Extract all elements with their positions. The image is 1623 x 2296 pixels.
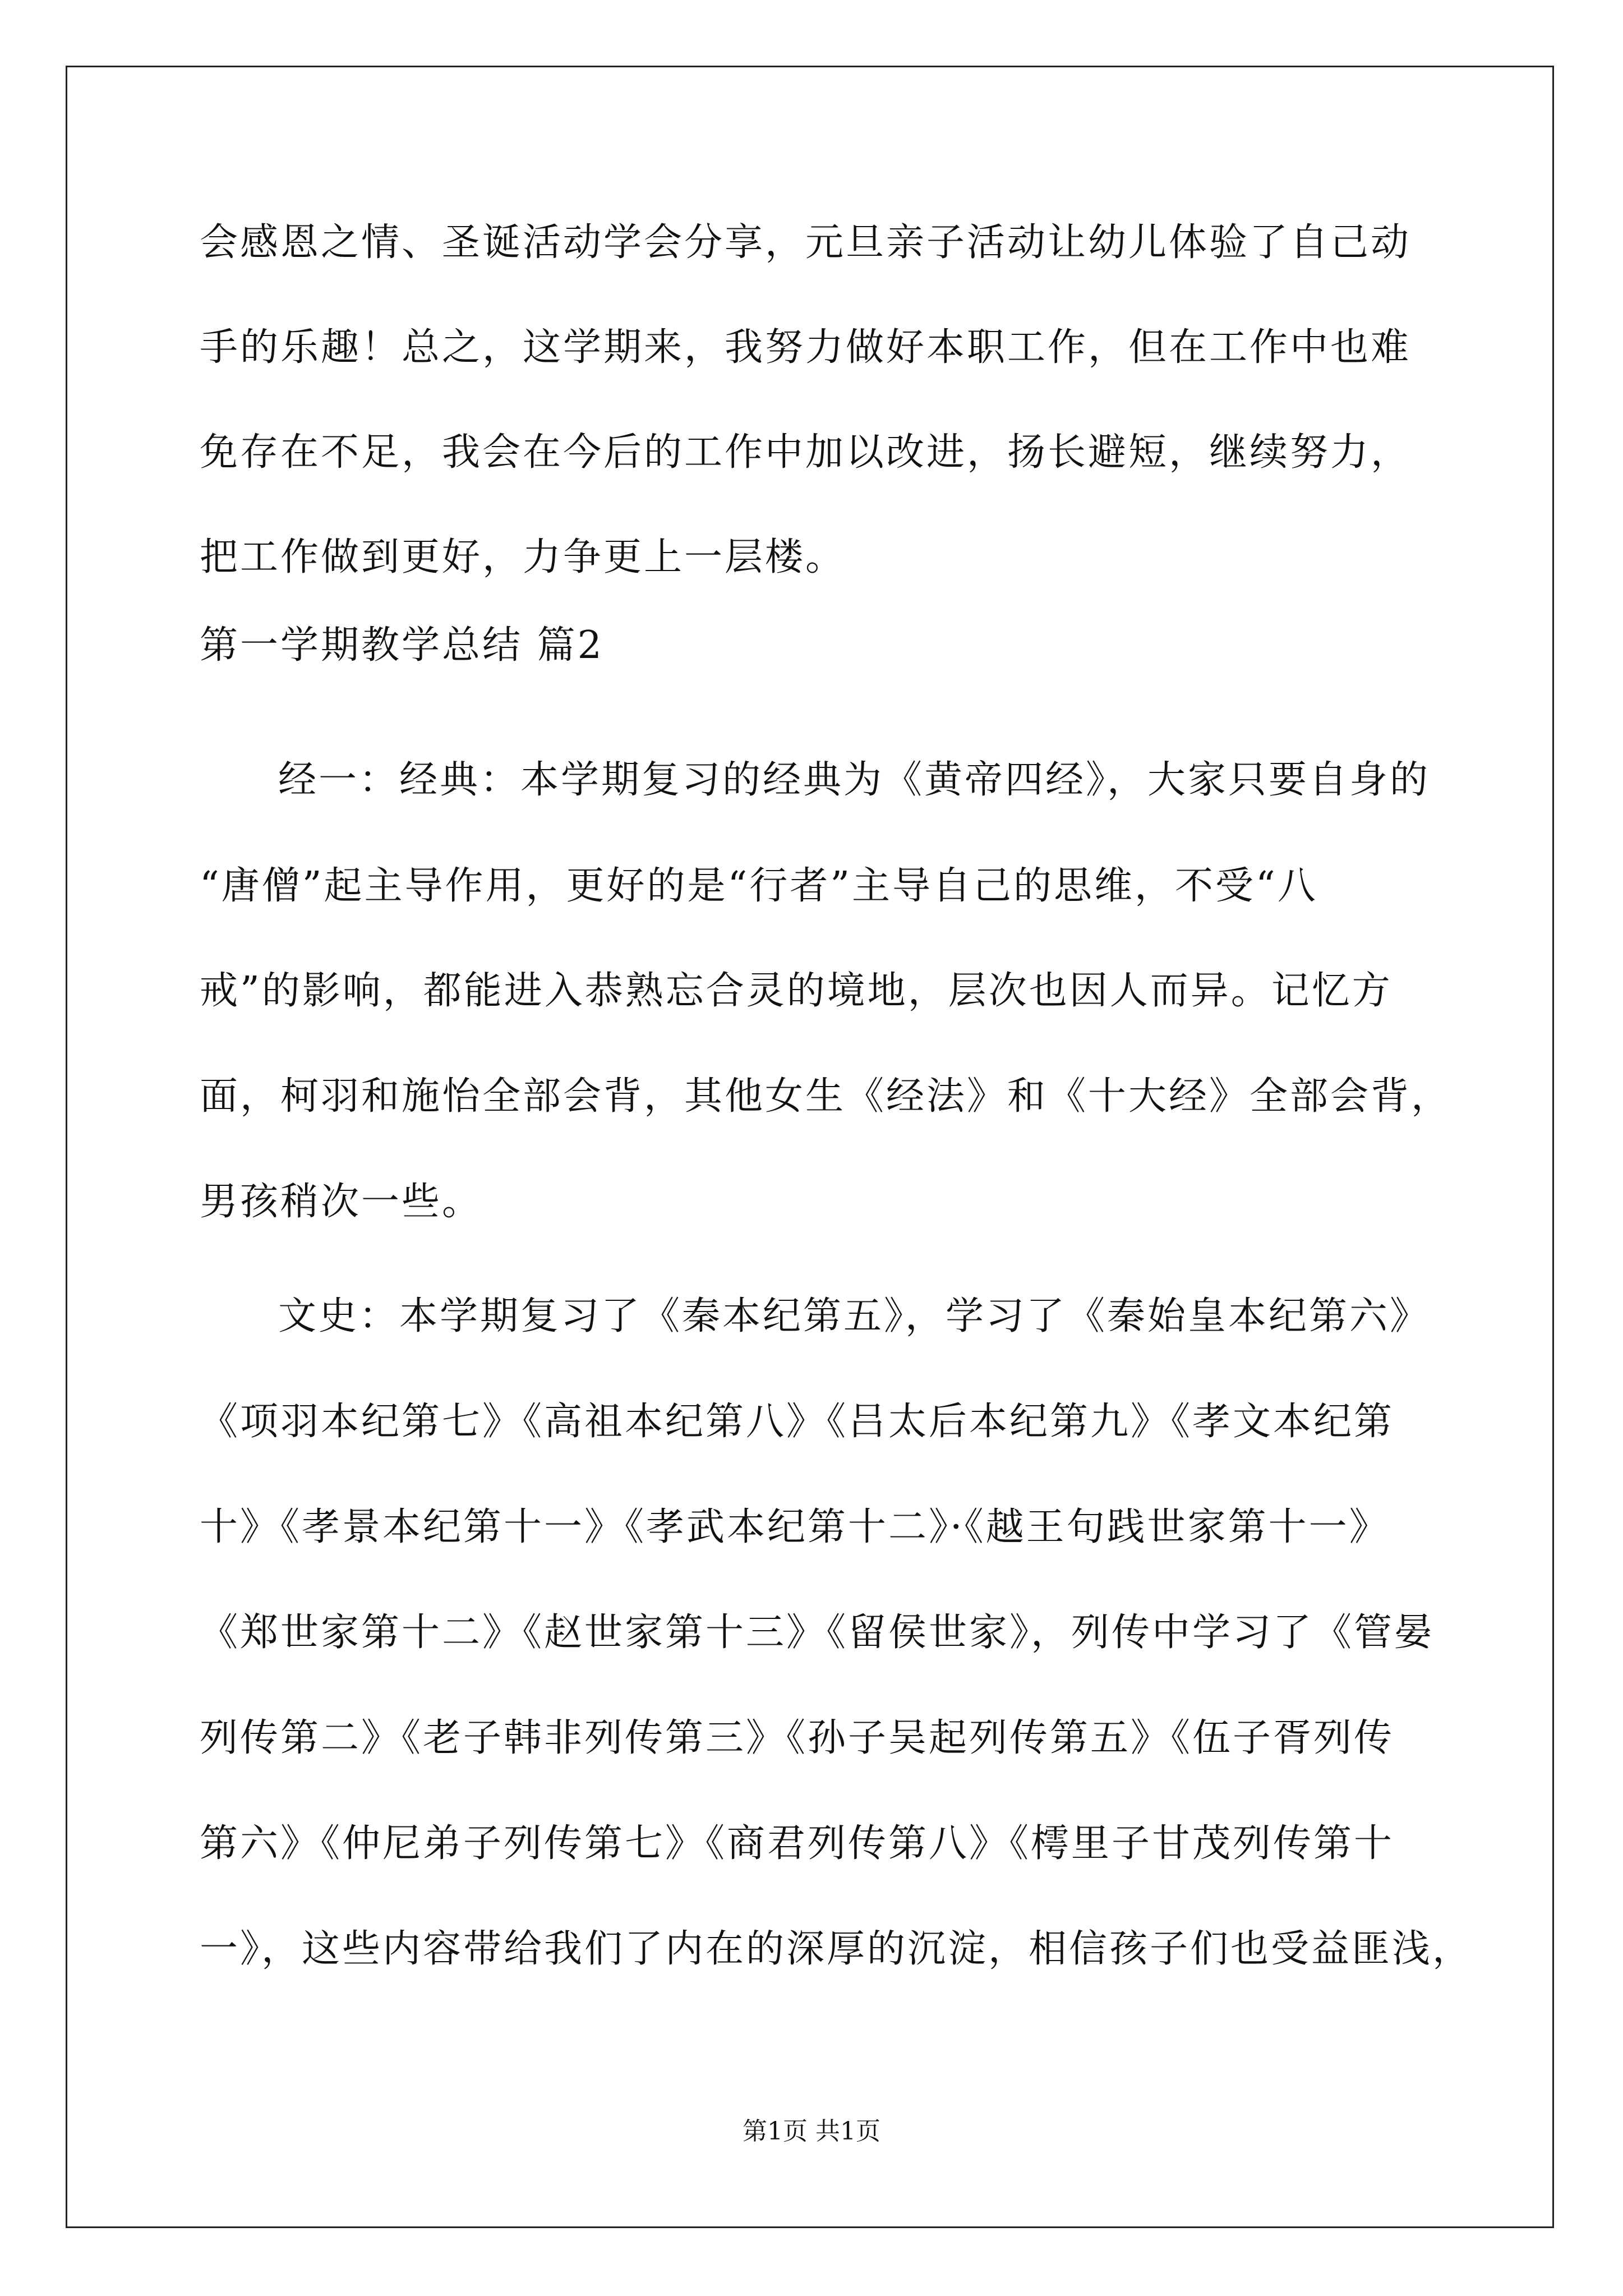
text-line: 男孩稍次一些。 xyxy=(200,1180,483,1224)
text-line: 第六》《仲尼弟子列传第七》《商君列传第八》《樗里子甘茂列传第十 xyxy=(200,1821,1395,1866)
text-line: “唐僧”起主导作用，更好的是“行者”主导自己的思维，不受“八 xyxy=(200,864,1318,908)
page-footer: 第1页 共1页 xyxy=(743,2117,880,2146)
text-line: 经一：经典：本学期复习的经典为《黄帝四经》，大家只要自身的 xyxy=(278,758,1431,802)
section-heading: 第一学期教学总结 篇2 xyxy=(200,623,604,668)
text-line: 列传第二》《老子韩非列传第三》《孙子吴起列传第五》《伍子胥列传 xyxy=(200,1716,1395,1760)
text-line: 免存在不足，我会在今后的工作中加以改进，扬长避短，继续努力， xyxy=(200,430,1412,475)
text-line: 《项羽本纪第七》《高祖本纪第八》《吕太后本纪第九》《孝文本纪第 xyxy=(200,1400,1395,1444)
page-border xyxy=(66,66,1554,2228)
text-line: 一》，这些内容带给我们了内在的深厚的沉淀，相信孩子们也受益匪浅， xyxy=(200,1927,1473,1971)
text-line: 会感恩之情、圣诞活动学会分享，元旦亲子活动让幼儿体验了自己动 xyxy=(200,220,1412,265)
text-line: 手的乐趣！总之，这学期来，我努力做好本职工作，但在工作中也难 xyxy=(200,325,1412,370)
text-line: 把工作做到更好，力争更上一层楼。 xyxy=(200,535,846,579)
text-line: 面，柯羽和施怡全部会背，其他女生《经法》和《十大经》全部会背， xyxy=(200,1074,1452,1119)
text-line: 文史：本学期复习了《秦本纪第五》，学习了《秦始皇本纪第六》 xyxy=(278,1294,1431,1338)
text-line: 《郑世家第十二》《赵世家第十三》《留侯世家》，列传中学习了《管晏 xyxy=(200,1611,1435,1655)
text-line: 戒”的影响，都能进入恭熟忘合灵的境地，层次也因人而异。记忆方 xyxy=(200,969,1393,1013)
text-line: 十》《孝景本纪第十一》《孝武本纪第十二》·《越王句践世家第十一》 xyxy=(200,1505,1390,1549)
